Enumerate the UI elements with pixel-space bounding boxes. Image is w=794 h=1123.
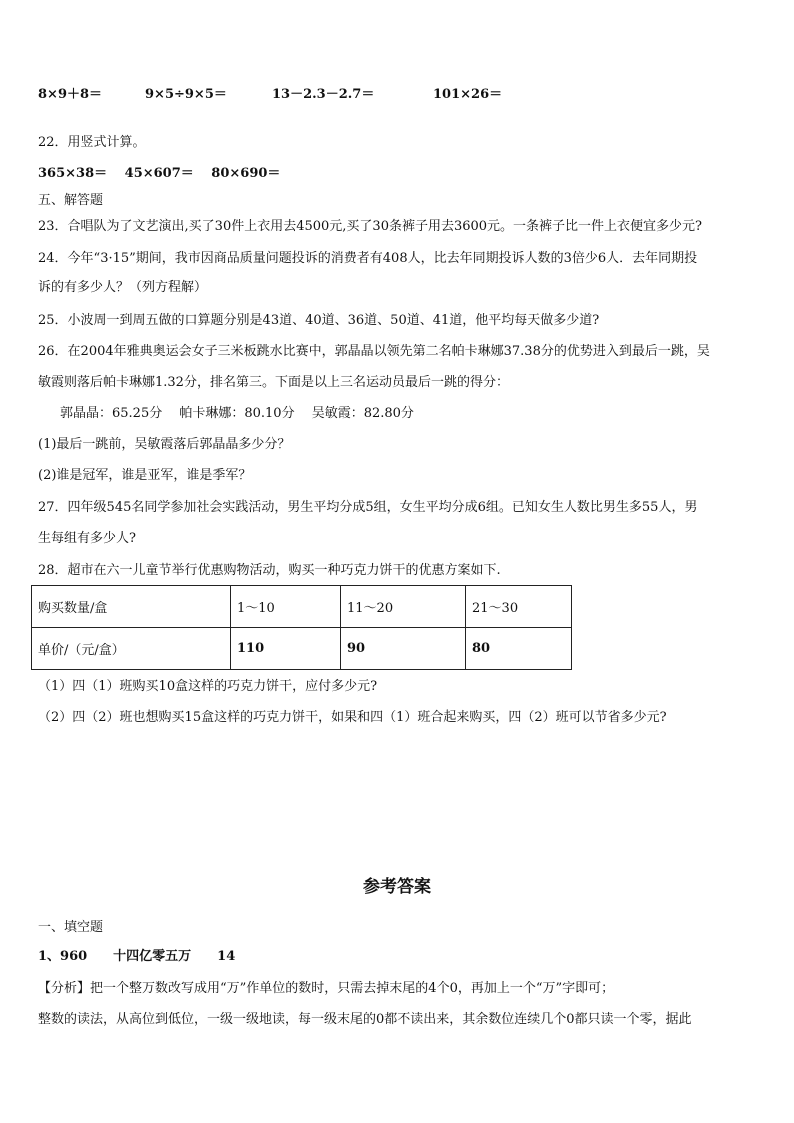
q28-sub2: （2）四（2）班也想购买15盒这样的巧克力饼干，如果和四（1）班合起来购买，四（2）班可以节省多少元? bbox=[38, 710, 667, 725]
table-cell: 110 bbox=[231, 628, 341, 670]
table-cell: 1～10 bbox=[231, 586, 341, 628]
q26-sub2: (2)谁是冠军，谁是亚军，谁是季军？ bbox=[38, 468, 252, 483]
exercise-2: 9×5÷9×5＝ bbox=[145, 87, 227, 102]
table-cell: 11～20 bbox=[341, 586, 466, 628]
analysis-line1: 【分析】把一个整万数改写成用“万”作单位的数时，只需去掉末尾的4个0，再加上一个“万”字即可； bbox=[38, 981, 615, 996]
table-row bbox=[32, 628, 572, 670]
table-cell: 购买数量/盒 bbox=[32, 586, 231, 628]
answer-1: 1、960 十四亿零五万 14 bbox=[38, 949, 236, 964]
q27-line1: 27．四年级545名同学参加社会实践活动，男生平均分成5组，女生平均分成6组。已知女生人数比男生多55人，男 bbox=[38, 500, 698, 515]
q27-line2: 生每组有多少人? bbox=[38, 531, 136, 546]
exercise-4: 101×26＝ bbox=[433, 87, 503, 102]
table-row bbox=[32, 586, 572, 628]
q22-title: 22．用竖式计算。 bbox=[38, 135, 146, 150]
table-cell: 90 bbox=[341, 628, 466, 670]
section-5-heading: 五、解答题 bbox=[38, 193, 104, 208]
analysis-line2: 整数的读法，从高位到低位，一级一级地读，每一级末尾的0都不读出来，其余数位连续几个0都只读一个零，据此 bbox=[38, 1012, 692, 1027]
q23: 23．合唱队为了文艺演出,买了30件上衣用去4500元,买了30条裤子用去3600元。一条裤子比一件上衣便宜多少元? bbox=[38, 219, 703, 234]
exercise-3: 13－2.3－2.7＝ bbox=[272, 87, 375, 102]
q26-scores: 郭晶晶：65.25分 帕卡琳娜：80.10分 吴敏霞：82.80分 bbox=[60, 406, 414, 421]
exercise-1: 8×9＋8＝ bbox=[38, 87, 103, 102]
price-table bbox=[31, 585, 572, 670]
q22-items: 365×38＝ 45×607＝ 80×690＝ bbox=[38, 166, 281, 181]
table-cell: 单价/（元/盒） bbox=[32, 628, 231, 670]
q25: 25．小波周一到周五做的口算题分别是43道、40道、36道、50道、41道，他平均每天做多少道? bbox=[38, 313, 600, 328]
q24-line1: 24．今年“3·15”期间，我市因商品质量问题投诉的消费者有408人，比去年同期投诉人数的3倍少6人．去年同期投 bbox=[38, 251, 698, 266]
q26-sub1: (1)最后一跳前，吴敏霞落后郭晶晶多少分？ bbox=[38, 437, 291, 452]
q26-line1: 26．在2004年雅典奥运会女子三米板跳水比赛中，郭晶晶以领先第二名帕卡琳娜37.38分的优势进入到最后一跳，吴 bbox=[38, 344, 710, 359]
answers-title: 参考答案 bbox=[363, 877, 431, 897]
table-cell: 80 bbox=[466, 628, 572, 670]
q24-line2: 诉的有多少人？（列方程解） bbox=[38, 280, 208, 295]
table-cell: 21～30 bbox=[466, 586, 572, 628]
answers-section-1: 一、填空题 bbox=[38, 920, 104, 935]
q26-line2: 敏霞则落后帕卡琳娜1.32分，排名第三。下面是以上三名运动员最后一跳的得分： bbox=[38, 375, 509, 390]
q28-intro: 28．超市在六一儿童节举行优惠购物活动，购买一种巧克力饼干的优惠方案如下. bbox=[38, 563, 501, 578]
q28-sub1: （1）四（1）班购买10盒这样的巧克力饼干，应付多少元? bbox=[38, 679, 378, 694]
